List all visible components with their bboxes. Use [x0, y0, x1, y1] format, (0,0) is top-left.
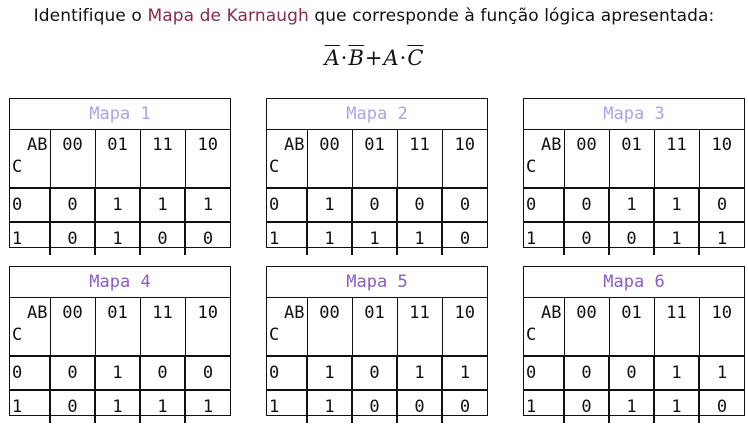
map-cell: 0	[564, 356, 609, 390]
map-cell: 1	[307, 188, 352, 222]
map-cell: 1	[307, 356, 352, 390]
row-label: 0	[267, 356, 307, 390]
map-cell: 1	[397, 222, 442, 255]
column-header: 10	[442, 298, 487, 356]
map-cell: 0	[140, 356, 185, 390]
karnaugh-map-3[interactable]	[523, 98, 745, 248]
map-table	[267, 130, 487, 255]
map-cell: 1	[185, 390, 230, 423]
column-header: 10	[699, 298, 744, 356]
row-label: 1	[10, 222, 50, 255]
map-cell: 1	[699, 222, 744, 255]
column-header: 00	[50, 298, 95, 356]
map-cell: 0	[699, 390, 744, 423]
map-cell: 0	[50, 222, 95, 255]
map-cell: 1	[609, 188, 654, 222]
column-header: 00	[50, 130, 95, 188]
map-cell: 0	[50, 356, 95, 390]
map-title: Mapa 4	[10, 267, 230, 298]
column-header: 10	[442, 130, 487, 188]
row-label: 0	[267, 188, 307, 222]
karnaugh-map-6[interactable]	[523, 266, 745, 416]
row-label: 1	[267, 222, 307, 255]
column-header: 11	[397, 130, 442, 188]
map-cell: 1	[95, 222, 140, 255]
row-label: 0	[524, 188, 564, 222]
map-cell: 1	[442, 356, 487, 390]
row-label: 1	[524, 222, 564, 255]
formula-dot-1: ·	[340, 46, 348, 70]
map-cell: 0	[140, 222, 185, 255]
question-prefix: Identifique o	[33, 6, 148, 26]
column-header: 01	[95, 130, 140, 188]
row-label: 0	[10, 356, 50, 390]
karnaugh-map-4[interactable]	[9, 266, 231, 416]
row-label: 1	[524, 390, 564, 423]
map-cell: 0	[50, 390, 95, 423]
formula-b-not: $\overline{B}$	[348, 46, 364, 70]
map-cell: 1	[95, 188, 140, 222]
ab-label: AB	[541, 135, 562, 155]
map-cell: 0	[397, 188, 442, 222]
map-cell: 1	[307, 390, 352, 423]
map-table	[267, 298, 487, 423]
map-table	[10, 130, 230, 255]
map-title: Mapa 6	[524, 267, 744, 298]
map-cell: 1	[609, 390, 654, 423]
c-label: C	[269, 157, 280, 177]
ab-label: AB	[27, 303, 48, 323]
map-cell: 1	[654, 222, 699, 255]
column-header: 01	[352, 298, 397, 356]
row-label: 1	[10, 390, 50, 423]
map-cell: 0	[442, 188, 487, 222]
map-cell: 0	[352, 356, 397, 390]
map-cell: 0	[699, 188, 744, 222]
formula-a-not: $\overline{A}$	[324, 46, 340, 70]
map-cell: 0	[185, 356, 230, 390]
map-title: Mapa 3	[524, 99, 744, 130]
map-cell: 0	[50, 188, 95, 222]
map-cell: 0	[609, 222, 654, 255]
question-suffix: que corresponde à função lógica apresentada:	[308, 6, 715, 26]
column-header: 11	[397, 298, 442, 356]
c-label: C	[12, 325, 23, 345]
map-title: Mapa 1	[10, 99, 230, 130]
column-header: 00	[564, 130, 609, 188]
corner-cell	[524, 298, 564, 356]
map-cell: 1	[397, 356, 442, 390]
row-label: 0	[10, 188, 50, 222]
map-cell: 1	[654, 188, 699, 222]
column-header: 10	[699, 130, 744, 188]
formula-a: A	[383, 46, 399, 70]
map-cell: 0	[442, 222, 487, 255]
map-cell: 1	[185, 188, 230, 222]
map-cell: 1	[95, 390, 140, 423]
formula-c-not: $\overline{C}$	[407, 46, 424, 70]
map-cell: 0	[352, 390, 397, 423]
map-cell: 1	[140, 188, 185, 222]
map-cell: 0	[609, 356, 654, 390]
c-label: C	[526, 157, 537, 177]
map-cell: 0	[564, 390, 609, 423]
map-title: Mapa 2	[267, 99, 487, 130]
map-cell: 0	[185, 222, 230, 255]
map-cell: 1	[95, 356, 140, 390]
formula-plus: +	[364, 46, 383, 70]
column-header: 01	[352, 130, 397, 188]
column-header: 01	[609, 130, 654, 188]
c-label: C	[526, 325, 537, 345]
karnaugh-map-1[interactable]	[9, 98, 231, 248]
ab-label: AB	[284, 303, 305, 323]
map-cell: 0	[397, 390, 442, 423]
column-header: 00	[307, 298, 352, 356]
karnaugh-map-2[interactable]	[266, 98, 488, 248]
map-cell: 1	[699, 356, 744, 390]
column-header: 01	[95, 298, 140, 356]
corner-cell	[267, 130, 307, 188]
corner-cell	[267, 298, 307, 356]
map-cell: 0	[352, 188, 397, 222]
map-cell: 1	[654, 390, 699, 423]
corner-cell	[10, 298, 50, 356]
ab-label: AB	[541, 303, 562, 323]
ab-label: AB	[284, 135, 305, 155]
map-cell: 0	[564, 222, 609, 255]
c-label: C	[269, 325, 280, 345]
map-cell: 0	[564, 188, 609, 222]
formula-dot-2: ·	[399, 46, 407, 70]
ab-label: AB	[27, 135, 48, 155]
map-cell: 0	[442, 390, 487, 423]
map-cell: 1	[307, 222, 352, 255]
corner-cell	[524, 130, 564, 188]
corner-cell	[10, 130, 50, 188]
map-cell: 1	[140, 390, 185, 423]
column-header: 11	[140, 298, 185, 356]
column-header: 10	[185, 298, 230, 356]
karnaugh-map-5[interactable]	[266, 266, 488, 416]
boolean-formula	[0, 46, 748, 70]
column-header: 00	[307, 130, 352, 188]
map-table	[524, 298, 744, 423]
question-text	[0, 6, 748, 26]
map-title: Mapa 5	[267, 267, 487, 298]
map-table	[524, 130, 744, 255]
c-label: C	[12, 157, 23, 177]
column-header: 10	[185, 130, 230, 188]
map-cell: 1	[352, 222, 397, 255]
column-header: 11	[654, 130, 699, 188]
column-header: 11	[140, 130, 185, 188]
question-highlight: Mapa de Karnaugh	[147, 6, 309, 26]
row-label: 1	[267, 390, 307, 423]
column-header: 00	[564, 298, 609, 356]
column-header: 01	[609, 298, 654, 356]
map-cell: 1	[654, 356, 699, 390]
row-label: 0	[524, 356, 564, 390]
map-table	[10, 298, 230, 423]
column-header: 11	[654, 298, 699, 356]
